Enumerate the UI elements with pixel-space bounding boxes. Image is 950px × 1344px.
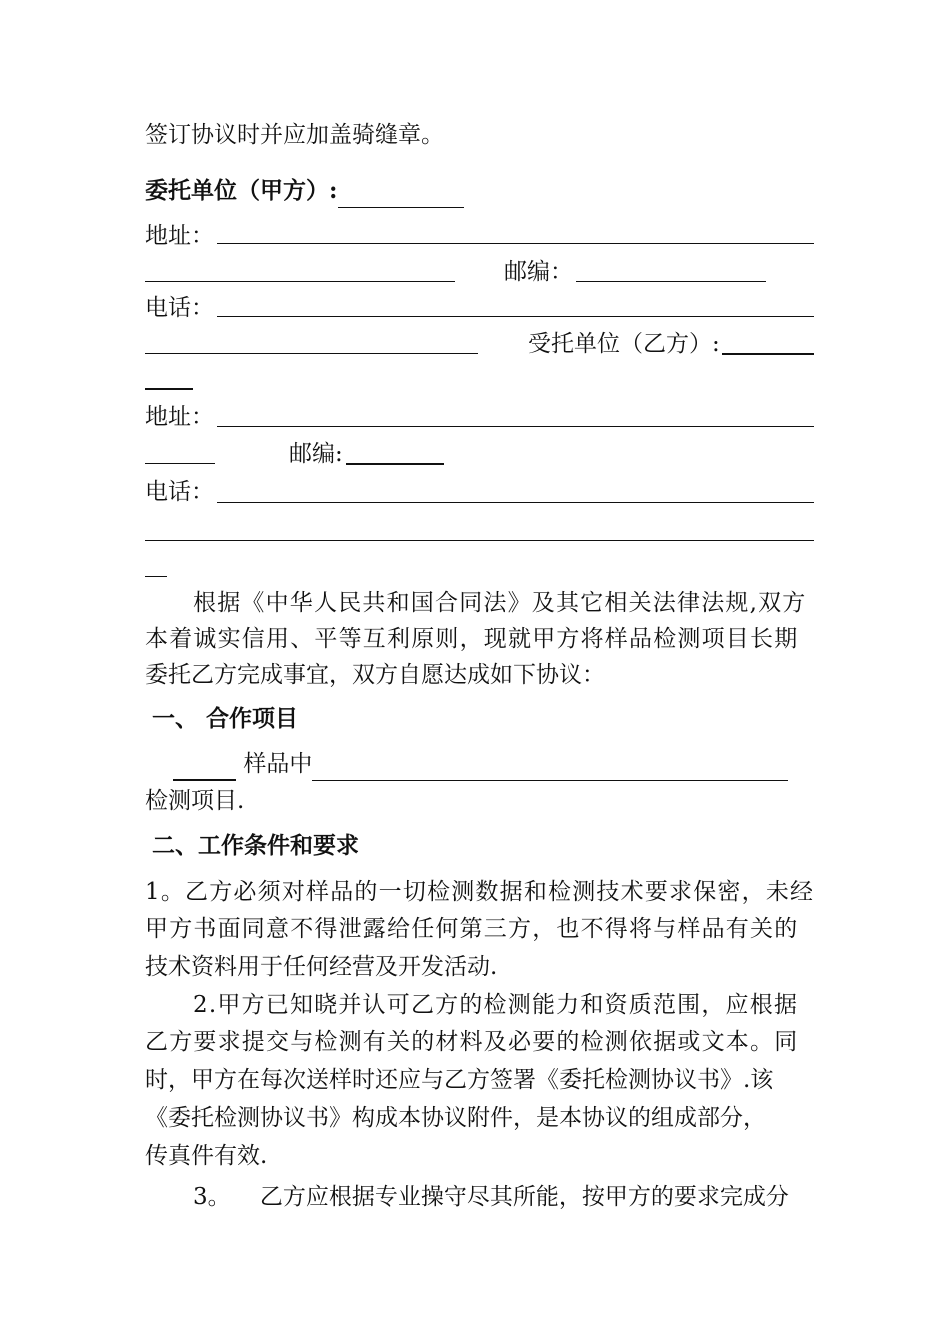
party-a-label: 委托单位（甲方）: [145, 177, 338, 204]
party-b-name-blank-2 [145, 388, 193, 390]
party-b-phone-blank-2 [145, 540, 814, 541]
party-a-phone-blank [217, 316, 814, 317]
section2-heading: 二、工作条件和要求 [152, 832, 359, 859]
party-a-phone-blank-2 [145, 353, 478, 354]
sample-text: 样品中 [243, 751, 313, 777]
party-b-address-label: 地址： [145, 404, 214, 430]
item1-line-2: 甲方书面同意不得泄露给任何第三方，也不得将与样品有关的 [145, 916, 799, 942]
item2-line-4: 《委托检测协议书》构成本协议附件，是本协议的组成部分， [145, 1105, 766, 1131]
preamble-line-2: 本着诚实信用、平等互利原则，现就甲方将样品检测项目长期 [145, 626, 799, 652]
party-a-address-label: 地址： [145, 223, 214, 249]
party-a-phone-line [145, 291, 815, 325]
party-b-address-line [145, 400, 815, 434]
party-b-name-blank [722, 353, 814, 355]
section1-sample-line [173, 747, 803, 781]
party-b-phone-blank-3 [145, 576, 167, 577]
item1-line-3: 技术资料用于任何经营及开发活动. [145, 954, 498, 980]
preamble-line-3: 委托乙方完成事宜，双方自愿达成如下协议： [145, 662, 605, 688]
party-a-address-line [145, 219, 815, 253]
sample-name-blank [173, 753, 236, 781]
item2-line-5: 传真件有效. [145, 1143, 268, 1169]
party-a-address-blank-2 [145, 281, 455, 282]
item1-line-1: 1。乙方必须对样品的一切检测数据和检测技术要求保密，未经 [145, 879, 815, 905]
item2-line-2: 乙方要求提交与检测有关的材料及必要的检测依据或文本。同 [145, 1029, 799, 1055]
party-b-phone-blank [217, 502, 814, 503]
seal-note: 签订协议时并应加盖骑缝章。 [145, 122, 444, 148]
party-b-label: 受托单位（乙方）: [528, 331, 720, 357]
party-a-postcode [504, 255, 804, 289]
party-a-heading [145, 174, 815, 208]
party-b-postcode-label: 邮编: [289, 441, 343, 467]
section1-heading: 一、 合作项目 [152, 705, 299, 732]
party-a-postcode-label: 邮编： [504, 259, 573, 285]
party-b-address-blank [217, 426, 814, 427]
party-b-address-blank-2 [145, 463, 215, 464]
party-a-postcode-blank [576, 281, 766, 282]
party-b-postcode-blank [346, 463, 444, 465]
party-b-phone-label: 电话： [145, 479, 214, 505]
party-a-name-blank [338, 181, 464, 208]
preamble-line-1: 根据《中华人民共和国合同法》及其它相关法律法规,双方 [193, 590, 807, 616]
item2-line-3: 时，甲方在每次送样时还应与乙方签署《委托检测协议书》.该 [145, 1067, 774, 1093]
item3-line-1: 3。 乙方应根据专业操守尽其所能，按甲方的要求完成分 [193, 1184, 789, 1210]
item2-line-1: 2.甲方已知晓并认可乙方的检测能力和资质范围，应根据 [193, 992, 799, 1018]
party-b-phone-line [145, 475, 815, 509]
party-b-postcode [289, 437, 489, 471]
party-a-phone-label: 电话： [145, 295, 214, 321]
sample-items-blank [312, 754, 788, 781]
section1-items-text: 检测项目. [145, 788, 245, 814]
party-a-address-blank [217, 243, 814, 244]
